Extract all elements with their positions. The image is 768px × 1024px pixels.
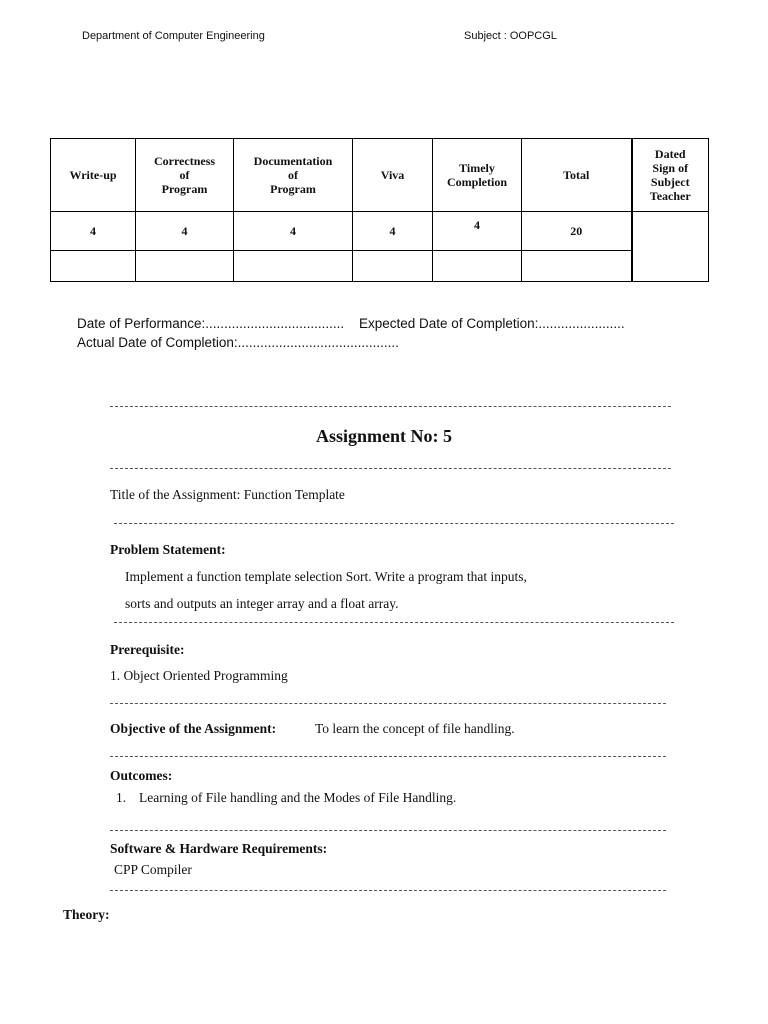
divider bbox=[110, 406, 671, 407]
obtained-writeup bbox=[51, 251, 136, 282]
value-documentation: 4 bbox=[234, 212, 353, 251]
table-header-row bbox=[51, 139, 709, 212]
header-viva: Viva bbox=[353, 139, 433, 212]
value-viva: 4 bbox=[353, 212, 433, 251]
divider bbox=[110, 468, 671, 469]
value-timely: 4 bbox=[433, 212, 522, 251]
divider bbox=[110, 890, 666, 891]
sign-cell bbox=[632, 212, 709, 282]
obtained-total bbox=[522, 251, 632, 282]
obtained-timely bbox=[433, 251, 522, 282]
value-writeup: 4 bbox=[51, 212, 136, 251]
prerequisite-heading: Prerequisite: bbox=[110, 642, 185, 657]
obtained-correctness bbox=[136, 251, 234, 282]
expected-completion-date: Expected Date of Completion:....................... bbox=[359, 316, 625, 331]
header-documentation: Documentation of Program bbox=[234, 139, 353, 212]
actual-completion-date: Actual Date of Completion:........................................... bbox=[77, 335, 399, 350]
department-name: Department of Computer Engineering bbox=[82, 30, 265, 42]
problem-statement-line-1: Implement a function template selection Sort. Write a program that inputs, bbox=[125, 569, 527, 584]
prerequisite-item: 1. Object Oriented Programming bbox=[110, 668, 288, 683]
table-row-obtained bbox=[51, 251, 709, 282]
obtained-documentation bbox=[234, 251, 353, 282]
marks-table bbox=[50, 138, 709, 282]
header-correctness: Correctness of Program bbox=[136, 139, 234, 212]
divider bbox=[110, 830, 666, 831]
date-of-performance: Date of Performance:..................................... bbox=[77, 316, 345, 331]
objective-text: To learn the concept of file handling. bbox=[315, 721, 515, 736]
header-sign: Dated Sign of Subject Teacher bbox=[632, 139, 709, 212]
outcomes-item: Learning of File handling and the Modes of File Handling. bbox=[139, 790, 457, 805]
requirements-item: CPP Compiler bbox=[114, 862, 192, 877]
value-total: 20 bbox=[522, 212, 632, 251]
assignment-title: Title of the Assignment: Function Template bbox=[110, 487, 345, 502]
outcomes-heading: Outcomes: bbox=[110, 768, 173, 783]
value-correctness: 4 bbox=[136, 212, 234, 251]
obtained-viva bbox=[353, 251, 433, 282]
divider bbox=[110, 756, 666, 757]
subject-label: Subject : OOPCGL bbox=[464, 30, 557, 42]
problem-statement-heading: Problem Statement: bbox=[110, 542, 226, 557]
header-timely-completion: Timely Completion bbox=[433, 139, 522, 212]
header-writeup: Write-up bbox=[51, 139, 136, 212]
divider bbox=[114, 622, 674, 623]
objective-heading: Objective of the Assignment: bbox=[110, 721, 277, 736]
divider bbox=[114, 523, 674, 524]
divider bbox=[110, 703, 666, 704]
problem-statement-line-2: sorts and outputs an integer array and a float array. bbox=[125, 596, 399, 611]
table-row-max-marks bbox=[51, 212, 709, 251]
requirements-heading: Software & Hardware Requirements: bbox=[110, 841, 328, 856]
header-total: Total bbox=[522, 139, 632, 212]
assignment-number: Assignment No: 5 bbox=[315, 426, 452, 446]
theory-heading: Theory: bbox=[63, 907, 110, 922]
outcomes-number: 1. bbox=[116, 790, 127, 805]
